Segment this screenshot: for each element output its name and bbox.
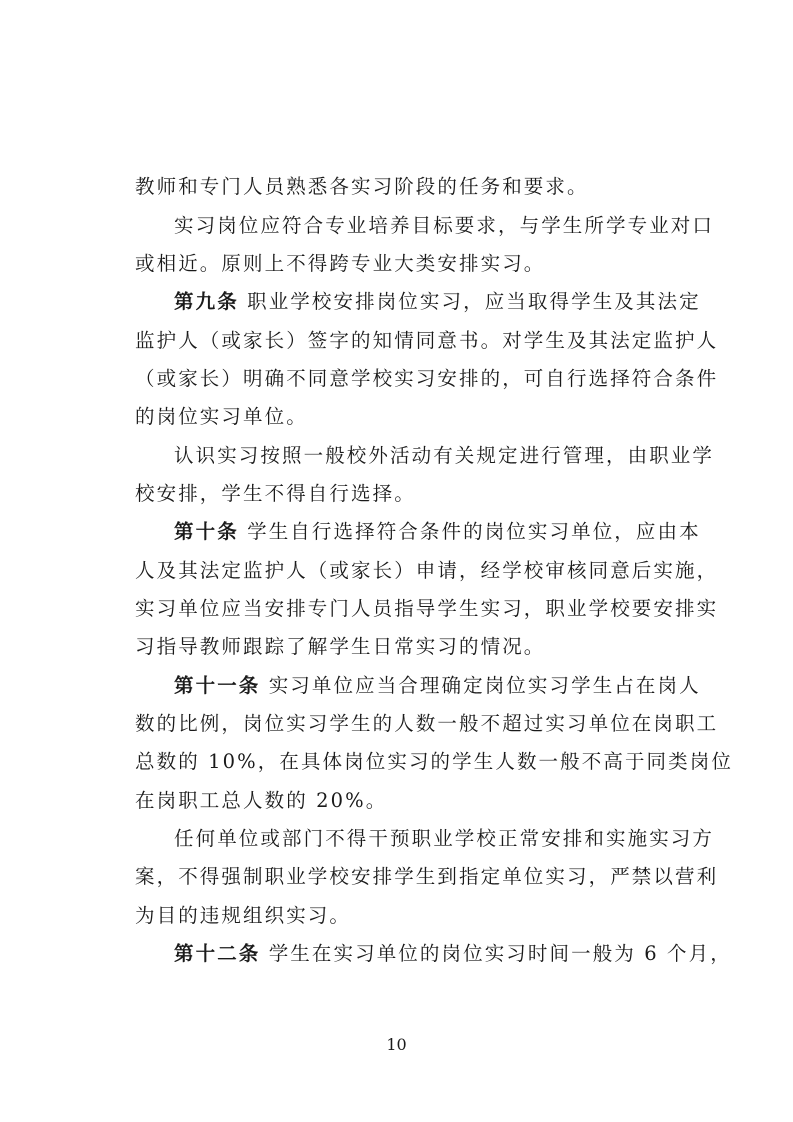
paragraph-line: 习指导教师跟踪了解学生日常实习的情况。 bbox=[135, 635, 546, 658]
paragraph-line: 为目的违规组织实习。 bbox=[135, 904, 352, 927]
paragraph-line: 监护人（或家长）签字的知情同意书。对学生及其法定监护人 bbox=[135, 329, 719, 352]
article-11-first-line bbox=[174, 671, 704, 701]
paragraph-line: 实习岗位应符合专业培养目标要求，与学生所学专业对口 bbox=[174, 214, 715, 237]
paragraph-line: 人及其法定监护人（或家长）申请，经学校审核同意后实施， bbox=[135, 559, 719, 582]
paragraph-line: 任何单位或部门不得干预职业学校正常安排和实施实习方 bbox=[174, 827, 715, 850]
article-heading: 第十条 bbox=[174, 520, 239, 543]
paragraph-line: 案，不得强制职业学校安排学生到指定单位实习，严禁以营利 bbox=[135, 865, 719, 888]
page-number: 10 bbox=[386, 1035, 407, 1054]
paragraph-line: 认识实习按照一般校外活动有关规定进行管理，由职业学 bbox=[174, 444, 715, 467]
paragraph-line: 的岗位实习单位。 bbox=[135, 405, 308, 428]
article-heading: 第九条 bbox=[174, 290, 239, 313]
article-12-first-line bbox=[174, 939, 732, 969]
paragraph-line: 教师和专门人员熟悉各实习阶段的任务和要求。 bbox=[135, 175, 589, 198]
paragraph-line: 总数的 10%，在具体岗位实习的学生人数一般不高于同类岗位 bbox=[135, 750, 733, 773]
paragraph-line: 实习单位应当安排专门人员指导学生实习，职业学校要安排实 bbox=[135, 597, 719, 620]
article-heading: 第十二条 bbox=[174, 942, 261, 965]
paragraph-line: 在岗职工总人数的 20%。 bbox=[135, 789, 388, 812]
paragraph-line: 数的比例，岗位实习学生的人数一般不超过实习单位在岗职工 bbox=[135, 712, 719, 735]
article-text: 学生自行选择符合条件的岗位实习单位，应由本 bbox=[238, 520, 701, 543]
article-heading: 第十一条 bbox=[174, 674, 261, 697]
article-text: 实习单位应当合理确定岗位实习学生占在岗人 bbox=[260, 674, 701, 697]
article-text: 学生在实习单位的岗位实习时间一般为 6 个月， bbox=[260, 942, 732, 965]
article-10-first-line bbox=[174, 517, 704, 547]
article-9-first-line bbox=[174, 287, 704, 317]
paragraph-line: 或相近。原则上不得跨专业大类安排实习。 bbox=[135, 252, 546, 275]
paragraph-line: （或家长）明确不同意学校实习安排的，可自行选择符合条件 bbox=[135, 367, 719, 390]
paragraph-line: 校安排，学生不得自行选择。 bbox=[135, 482, 416, 505]
article-text: 职业学校安排岗位实习，应当取得学生及其法定 bbox=[238, 290, 701, 313]
